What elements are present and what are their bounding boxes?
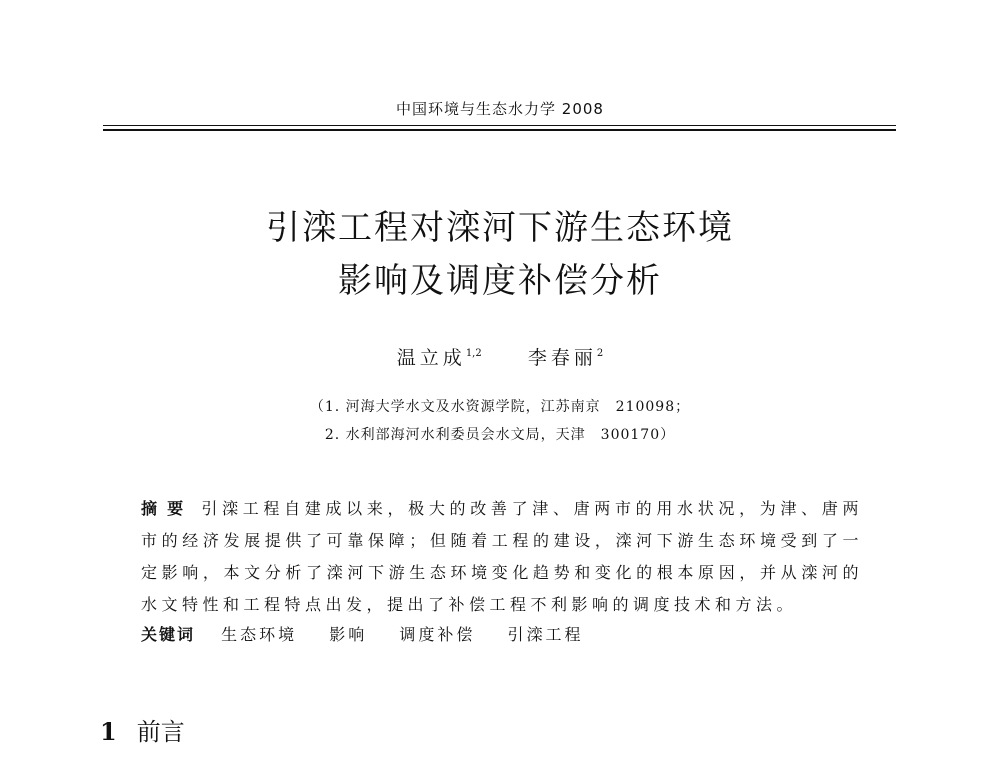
author-name: 温立成 xyxy=(396,347,466,369)
author-affiliation-mark: 1,2 xyxy=(465,348,482,359)
abstract-block xyxy=(141,493,863,621)
keyword-item: 影响 xyxy=(329,625,368,644)
section-number: 1 xyxy=(100,717,117,746)
abstract-label: 摘要 xyxy=(141,499,194,518)
header-rule-thin xyxy=(103,125,896,126)
abstract-text: 引滦工程自建成以来，极大的改善了津、唐两市的用水状况，为津、唐两市的经济发展提供了可靠保障；但随着工程的建设，滦河下游生态环境受到了一定影响，本文分析了滦河下游生态环境变化趋势和变化的根本原因，并从滦河的水文特性和工程特点出发，提出了补偿工程不利影响的调度技术和方法。 xyxy=(141,499,863,614)
affiliation-line1: （1. 河海大学水文及水资源学院，江苏南京 210098； xyxy=(309,399,691,415)
author-affiliation-mark: 2 xyxy=(596,348,604,359)
keyword-item: 生态环境 xyxy=(221,625,298,644)
section-heading xyxy=(100,712,185,747)
header-rule-thick xyxy=(103,129,896,131)
keyword-item: 调度补偿 xyxy=(399,625,476,644)
keyword-item: 引滦工程 xyxy=(507,625,584,644)
author-name: 李春丽 xyxy=(527,347,597,369)
journal-header: 中国环境与生态水力学 2008 xyxy=(396,100,604,118)
paper-title-line1: 引滦工程对滦河下游生态环境 xyxy=(266,208,734,248)
author-list xyxy=(0,343,1000,370)
keywords-label: 关键词 xyxy=(141,625,196,644)
section-title: 前言 xyxy=(136,718,185,746)
keywords-block xyxy=(141,622,863,645)
paper-title-line2: 影响及调度补偿分析 xyxy=(338,261,662,301)
affiliation-line2: 2. 水利部海河水利委员会水文局，天津 300170） xyxy=(324,427,676,443)
